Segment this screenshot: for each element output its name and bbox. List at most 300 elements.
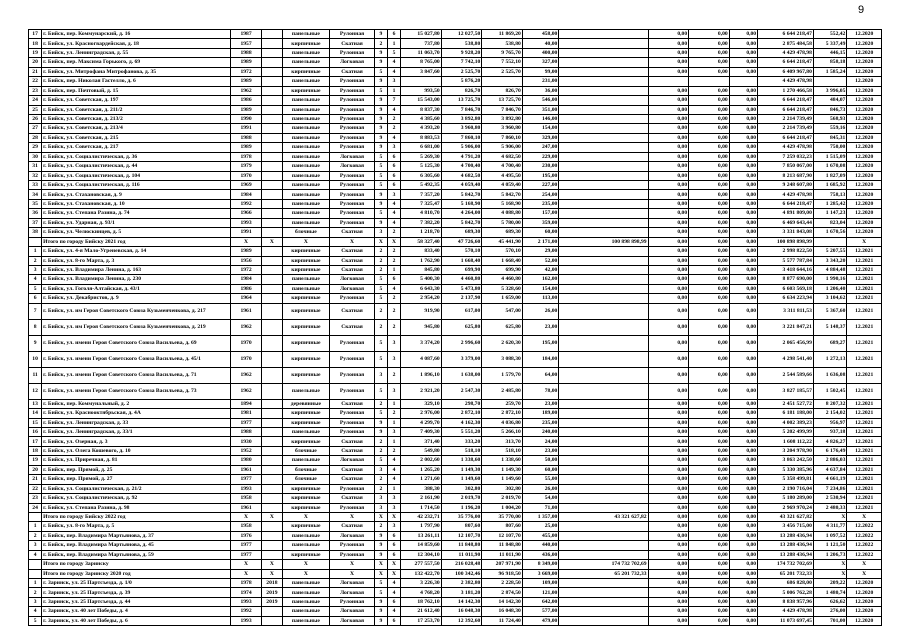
- cell-spec: 1 670,56: [813, 228, 846, 237]
- cell-n: 23: [29, 494, 42, 503]
- cell-roof: Скатная: [330, 522, 375, 531]
- cell-f1: 0,00: [648, 550, 689, 559]
- cell-liv_priv: 699,90: [482, 265, 523, 274]
- cell-total: [559, 550, 648, 559]
- cell-repair: [262, 383, 282, 399]
- cell-f2: 0,00: [689, 588, 730, 597]
- cell-liv_priv: 1 579,70: [482, 367, 523, 383]
- table-total-row: [29, 319, 882, 335]
- cell-liv_priv: 547,00: [482, 303, 523, 319]
- table-total-row: [29, 409, 882, 418]
- cell-n: [29, 237, 42, 246]
- cell-f1: 0,00: [648, 446, 689, 455]
- cell-spec: 7 234,86: [813, 484, 846, 493]
- cell-year: 1970: [230, 351, 261, 367]
- cell-living: 826,70: [441, 86, 482, 95]
- cell-addr: г. Заринск, ул. 40 лет Победы, д. 6: [42, 616, 231, 625]
- cell-area: 8 765,00: [401, 58, 442, 67]
- cell-total: [559, 67, 648, 76]
- cell-liv_priv: 5 266,10: [482, 428, 523, 437]
- table-total-row: [29, 256, 882, 265]
- cell-people: 359,00: [522, 218, 559, 227]
- cell-n: 34: [29, 190, 42, 199]
- cell-entr: 4: [387, 209, 400, 218]
- cell-f2: 0,00: [689, 181, 730, 190]
- table-total-row: [29, 58, 882, 67]
- cell-repair: [262, 294, 282, 303]
- cell-floors: 5: [374, 335, 387, 351]
- cell-liv_priv: 4 700,40: [482, 162, 523, 171]
- cell-floors: 9: [374, 96, 387, 105]
- cell-spec: 1 147,23: [813, 209, 846, 218]
- cell-f3: 0,00: [729, 124, 757, 133]
- cell-roof: Скатная: [330, 446, 375, 455]
- cell-floors: 9: [374, 48, 387, 57]
- cell-liv_priv: 570,10: [482, 247, 523, 256]
- cell-year: 1961: [230, 303, 261, 319]
- cell-f2: 0,00: [689, 218, 730, 227]
- cell-own: 3 418 644,16: [758, 265, 814, 274]
- cell-spec: 1 480,74: [813, 588, 846, 597]
- cell-own: 65 201 732,33: [758, 569, 814, 578]
- cell-people: 109,00: [522, 579, 559, 588]
- cell-f3: 0,00: [729, 512, 757, 521]
- cell-liv_priv: 4 682,50: [482, 152, 523, 161]
- cell-spec: 4 311,77: [813, 522, 846, 531]
- cell-liv_priv: 7 846,70: [482, 105, 523, 114]
- cell-total: [559, 265, 648, 274]
- cell-f1: 0,00: [648, 503, 689, 512]
- cell-f3: 0,00: [729, 541, 757, 550]
- cell-n: 20: [29, 465, 42, 474]
- cell-living: 47 726,60: [441, 237, 482, 246]
- cell-end: 12.2021: [847, 428, 882, 437]
- cell-area: 5 269,30: [401, 152, 442, 161]
- table-total-row: [29, 569, 882, 578]
- cell-f3: 0,00: [729, 351, 757, 367]
- cell-material: панельные: [282, 124, 330, 133]
- cell-roof: Логковая: [330, 531, 375, 540]
- cell-total: [559, 86, 648, 95]
- table-total-row: [29, 105, 882, 114]
- cell-people: 52,00: [522, 256, 559, 265]
- cell-repair: [262, 256, 282, 265]
- cell-own: 13 288 436,94: [758, 550, 814, 559]
- cell-liv_priv: 302,80: [482, 484, 523, 493]
- cell-n: 3: [29, 597, 42, 606]
- cell-living: 4 700,40: [441, 162, 482, 171]
- cell-living: 9 928,20: [441, 48, 482, 57]
- cell-entr: 5: [387, 48, 400, 57]
- cell-material: панельные: [282, 143, 330, 152]
- cell-own: 686 828,00: [758, 579, 814, 588]
- cell-n: 2: [29, 256, 42, 265]
- cell-f2: 0,00: [689, 560, 730, 569]
- cell-entr: 2: [387, 228, 400, 237]
- cell-f2: 0,00: [689, 237, 730, 246]
- cell-liv_priv: 2 228,50: [482, 579, 523, 588]
- cell-end: 12.2021: [847, 265, 882, 274]
- cell-repair: [262, 522, 282, 531]
- cell-addr: г. Заринск, ул. 25 Партсъезда, д. 1/0: [42, 579, 231, 588]
- table-total-row: [29, 465, 882, 474]
- cell-spec: 846,73: [813, 105, 846, 114]
- cell-n: 33: [29, 181, 42, 190]
- cell-area: 4 810,70: [401, 209, 442, 218]
- cell-addr: г. Бийск, пер. Прямой, д. 25: [42, 465, 231, 474]
- cell-floors: 5: [374, 67, 387, 76]
- cell-floors: 3: [374, 503, 387, 512]
- cell-spec: 552,42: [813, 30, 846, 39]
- cell-people: 36,00: [522, 86, 559, 95]
- cell-entr: 3: [387, 335, 400, 351]
- cell-end: 12.2021: [847, 503, 882, 512]
- cell-own: 4 429 478,98: [758, 190, 814, 199]
- table-total-row: [29, 418, 882, 427]
- cell-f1: 0,00: [648, 67, 689, 76]
- cell-repair: [262, 616, 282, 625]
- cell-people: 1 357,00: [522, 512, 559, 521]
- cell-addr: г. Бийск, ул. Митрофана Митрофанова, д. 35: [42, 67, 231, 76]
- cell-f1: 0,00: [648, 569, 689, 578]
- cell-n: 19: [29, 48, 42, 57]
- cell-material: панельные: [282, 275, 330, 284]
- cell-entr: 2: [387, 294, 400, 303]
- cell-total: [559, 428, 648, 437]
- cell-n: 22: [29, 484, 42, 493]
- table-total-row: [29, 228, 882, 237]
- cell-area: 2 976,00: [401, 409, 442, 418]
- cell-f3: 0,00: [729, 265, 757, 274]
- cell-spec: 4 884,48: [813, 265, 846, 274]
- cell-year: 1962: [230, 367, 261, 383]
- cell-own: 4 429 478,98: [758, 48, 814, 57]
- cell-n: 36: [29, 209, 42, 218]
- cell-own: 3 221 847,21: [758, 319, 814, 335]
- cell-repair: [262, 114, 282, 123]
- cell-repair: [262, 181, 282, 190]
- cell-material: панельные: [282, 579, 330, 588]
- cell-liv_priv: 5 780,00: [482, 218, 523, 227]
- cell-year: 1987: [230, 30, 261, 39]
- cell-area: 833,40: [401, 247, 442, 256]
- cell-floors: 9: [374, 30, 387, 39]
- cell-floors: 2: [374, 319, 387, 335]
- cell-repair: [262, 143, 282, 152]
- cell-f1: 0,00: [648, 494, 689, 503]
- cell-people: 23,00: [522, 319, 559, 335]
- cell-people: 227,00: [522, 181, 559, 190]
- cell-own: 2 451 527,72: [758, 399, 814, 408]
- cell-f1: 0,00: [648, 247, 689, 256]
- cell-floors: 9: [374, 133, 387, 142]
- cell-addr: г. Бийск, ул. Красногвардейская, д. 18: [42, 39, 231, 48]
- cell-repair: [262, 367, 282, 383]
- cell-year: 1966: [230, 209, 261, 218]
- cell-material: панельные: [282, 162, 330, 171]
- cell-entr: X: [387, 237, 400, 246]
- cell-floors: 5: [374, 86, 387, 95]
- cell-end: X: [847, 512, 882, 521]
- cell-addr: г. Бийск, пер. Владимира Мартьянова, д. 37: [42, 531, 231, 540]
- cell-own: 13 288 436,94: [758, 531, 814, 540]
- cell-living: 4 460,80: [441, 275, 482, 284]
- cell-material: кирпичные: [282, 335, 330, 351]
- cell-own: 6 634 223,94: [758, 294, 814, 303]
- cell-own: 6 644 218,47: [758, 30, 814, 39]
- cell-liv_priv: 5 906,00: [482, 143, 523, 152]
- cell-liv_priv: 11 724,40: [482, 616, 523, 625]
- cell-floors: X: [374, 237, 387, 246]
- cell-spec: 1 206,73: [813, 550, 846, 559]
- cell-spec: 2 154,02: [813, 409, 846, 418]
- cell-f1: 0,00: [648, 383, 689, 399]
- cell-area: 132 422,70: [401, 569, 442, 578]
- table-total-row: [29, 209, 882, 218]
- cell-total: [559, 588, 648, 597]
- cell-liv_priv: 2 620,30: [482, 335, 523, 351]
- cell-entr: 2: [387, 446, 400, 455]
- cell-repair: [262, 531, 282, 540]
- cell-n: 9: [29, 335, 42, 351]
- cell-f2: 0,00: [689, 124, 730, 133]
- cell-f2: 0,00: [689, 247, 730, 256]
- cell-living: 617,00: [441, 303, 482, 319]
- cell-area: 21 612,40: [401, 607, 442, 616]
- cell-spec: 2 886,03: [813, 456, 846, 465]
- cell-end: 12.2021: [847, 418, 882, 427]
- cell-total: [559, 319, 648, 335]
- cell-entr: 3: [387, 522, 400, 531]
- cell-floors: 5: [374, 171, 387, 180]
- cell-total: 174 732 702,69: [559, 560, 648, 569]
- cell-year: 1958: [230, 494, 261, 503]
- cell-area: 737,80: [401, 39, 442, 48]
- cell-roof: Скатная: [330, 67, 375, 76]
- page-number: 9: [858, 4, 865, 16]
- cell-f3: 0,00: [729, 143, 757, 152]
- cell-living: 5 842,70: [441, 218, 482, 227]
- cell-n: 12: [29, 383, 42, 399]
- cell-living: 4 059,40: [441, 181, 482, 190]
- cell-repair: [262, 77, 282, 86]
- cell-n: 3: [29, 265, 42, 274]
- cell-f2: 0,00: [689, 294, 730, 303]
- cell-repair: [262, 475, 282, 484]
- cell-total: [559, 30, 648, 39]
- cell-own: 8 877 690,00: [758, 275, 814, 284]
- cell-floors: 9: [374, 218, 387, 227]
- cell-n: 14: [29, 409, 42, 418]
- cell-end: 12.2020: [847, 152, 882, 161]
- cell-area: 277 557,50: [401, 560, 442, 569]
- cell-own: 5 577 787,84: [758, 256, 814, 265]
- cell-liv_priv: 7 860,10: [482, 133, 523, 142]
- cell-f2: 0,00: [689, 96, 730, 105]
- cell-living: 1 149,60: [441, 475, 482, 484]
- cell-repair: [262, 335, 282, 351]
- cell-addr: г. Заринск, ул. 25 Партсъезда, д. 44: [42, 597, 231, 606]
- cell-area: 549,80: [401, 446, 442, 455]
- cell-end: 12.2020: [847, 124, 882, 133]
- cell-total: [559, 39, 648, 48]
- cell-spec: 937,18: [813, 428, 846, 437]
- cell-own: 6 469 643,44: [758, 218, 814, 227]
- cell-spec: 1 685,92: [813, 181, 846, 190]
- cell-material: кирпичные: [282, 550, 330, 559]
- cell-people: 121,00: [522, 588, 559, 597]
- cell-living: 570,10: [441, 247, 482, 256]
- cell-floors: 5: [374, 209, 387, 218]
- cell-living: 2 547,30: [441, 383, 482, 399]
- cell-spec: 484,07: [813, 96, 846, 105]
- cell-f1: 0,00: [648, 579, 689, 588]
- cell-spec: 5 337,49: [813, 39, 846, 48]
- cell-total: [559, 152, 648, 161]
- cell-total: [559, 181, 648, 190]
- cell-total: [559, 367, 648, 383]
- cell-material: кирпичные: [282, 351, 330, 367]
- cell-area: 1 265,20: [401, 465, 442, 474]
- cell-total: [559, 105, 648, 114]
- cell-addr: г. Бийск, ул. имени Героя Советского Союза Васильева, д. 69: [42, 335, 231, 351]
- cell-spec: 3 104,62: [813, 294, 846, 303]
- cell-roof: Рулонная: [330, 171, 375, 180]
- cell-f1: 0,00: [648, 181, 689, 190]
- cell-total: [559, 48, 648, 57]
- cell-f2: 0,00: [689, 335, 730, 351]
- cell-f3: 0,00: [729, 114, 757, 123]
- cell-roof: Логковая: [330, 58, 375, 67]
- cell-year: 1991: [230, 124, 261, 133]
- cell-f3: 0,00: [729, 418, 757, 427]
- table-total-row: [29, 503, 882, 512]
- table-total-row: [29, 437, 882, 446]
- cell-total: [559, 199, 648, 208]
- cell-repair: [262, 58, 282, 67]
- cell-liv_priv: 7 552,10: [482, 58, 523, 67]
- cell-entr: 3: [387, 383, 400, 399]
- cell-end: 12.2020: [847, 86, 882, 95]
- cell-own: 6 603 569,18: [758, 284, 814, 293]
- cell-f1: 0,00: [648, 48, 689, 57]
- cell-area: 919,90: [401, 303, 442, 319]
- cell-year: 1977: [230, 541, 261, 550]
- cell-roof: Рулонная: [330, 143, 375, 152]
- cell-f3: 0,00: [729, 367, 757, 383]
- cell-f2: 0,00: [689, 579, 730, 588]
- cell-area: 58 327,40: [401, 237, 442, 246]
- cell-f2: 0,00: [689, 30, 730, 39]
- cell-n: [29, 512, 42, 521]
- cell-people: 455,00: [522, 531, 559, 540]
- cell-f2: 0,00: [689, 569, 730, 578]
- cell-addr: г. Бийск, ул. Степана Разина, д. 74: [42, 209, 231, 218]
- cell-repair: [262, 171, 282, 180]
- cell-own: 13 288 436,94: [758, 541, 814, 550]
- cell-own: 4 002 389,23: [758, 418, 814, 427]
- table-total-row: [29, 247, 882, 256]
- cell-f2: 0,00: [689, 303, 730, 319]
- cell-people: 247,00: [522, 143, 559, 152]
- cell-liv_priv: 538,80: [482, 39, 523, 48]
- cell-entr: 2: [387, 114, 400, 123]
- cell-roof: Рулонная: [330, 541, 375, 550]
- cell-roof: Рулонная: [330, 77, 375, 86]
- cell-area: 4 768,20: [401, 588, 442, 597]
- cell-f1: 0,00: [648, 522, 689, 531]
- cell-area: 3 847,60: [401, 67, 442, 76]
- cell-f2: 0,00: [689, 284, 730, 293]
- cell-f3: 0,00: [729, 484, 757, 493]
- cell-total: [559, 114, 648, 123]
- cell-living: 4 791,20: [441, 152, 482, 161]
- cell-f1: 0,00: [648, 171, 689, 180]
- cell-repair: [262, 446, 282, 455]
- cell-own: 4 891 809,00: [758, 209, 814, 218]
- cell-material: панельные: [282, 616, 330, 625]
- cell-people: 8 349,00: [522, 560, 559, 569]
- cell-material: панельные: [282, 456, 330, 465]
- cell-f3: 0,00: [729, 105, 757, 114]
- cell-area: 18 762,10: [401, 597, 442, 606]
- cell-year: 1979: [230, 162, 261, 171]
- cell-end: 12.2022: [847, 522, 882, 531]
- cell-entr: 4: [387, 284, 400, 293]
- cell-f3: 0,00: [729, 209, 757, 218]
- cell-people: 26,00: [522, 484, 559, 493]
- cell-end: 12.2020: [847, 218, 882, 227]
- cell-roof: Логковая: [330, 588, 375, 597]
- cell-n: 29: [29, 143, 42, 152]
- cell-liv_priv: 1 004,20: [482, 503, 523, 512]
- cell-entr: 2: [387, 303, 400, 319]
- cell-material: блочные: [282, 446, 330, 455]
- cell-f1: 0,00: [648, 265, 689, 274]
- cell-floors: 5: [374, 456, 387, 465]
- cell-f2: 0,00: [689, 105, 730, 114]
- cell-repair: X: [262, 512, 282, 521]
- cell-material: панельные: [282, 597, 330, 606]
- cell-addr: г. Бийск, пер. Почтовый, д. 15: [42, 86, 231, 95]
- cell-spec: 758,13: [813, 190, 846, 199]
- cell-addr: г. Заринск, ул. 40 лет Победы, д. 4: [42, 607, 231, 616]
- cell-roof: Скатная: [330, 247, 375, 256]
- cell-n: 23: [29, 86, 42, 95]
- cell-floors: 5: [374, 275, 387, 284]
- cell-n: 18: [29, 39, 42, 48]
- cell-f2: 0,00: [689, 437, 730, 446]
- cell-f1: 0,00: [648, 465, 689, 474]
- cell-material: панельные: [282, 209, 330, 218]
- cell-area: 7 357,20: [401, 190, 442, 199]
- table-total-row: [29, 48, 882, 57]
- cell-f2: 0,00: [689, 39, 730, 48]
- cell-material: панельные: [282, 284, 330, 293]
- cell-roof: Рулонная: [330, 105, 375, 114]
- cell-f1: 0,00: [648, 152, 689, 161]
- cell-own: 2 969 970,24: [758, 503, 814, 512]
- cell-end: 12.2021: [847, 284, 882, 293]
- cell-people: 162,00: [522, 275, 559, 284]
- cell-liv_priv: 1 338,60: [482, 456, 523, 465]
- cell-addr: г. Бийск, ул. Социалистическая, д. 116: [42, 181, 231, 190]
- cell-f2: 0,00: [689, 228, 730, 237]
- cell-f3: 0,00: [729, 67, 757, 76]
- cell-n: 1: [29, 579, 42, 588]
- cell-addr: г. Бийск, ул. Советская, д. 213/2: [42, 114, 231, 123]
- cell-liv_priv: 3 088,30: [482, 351, 523, 367]
